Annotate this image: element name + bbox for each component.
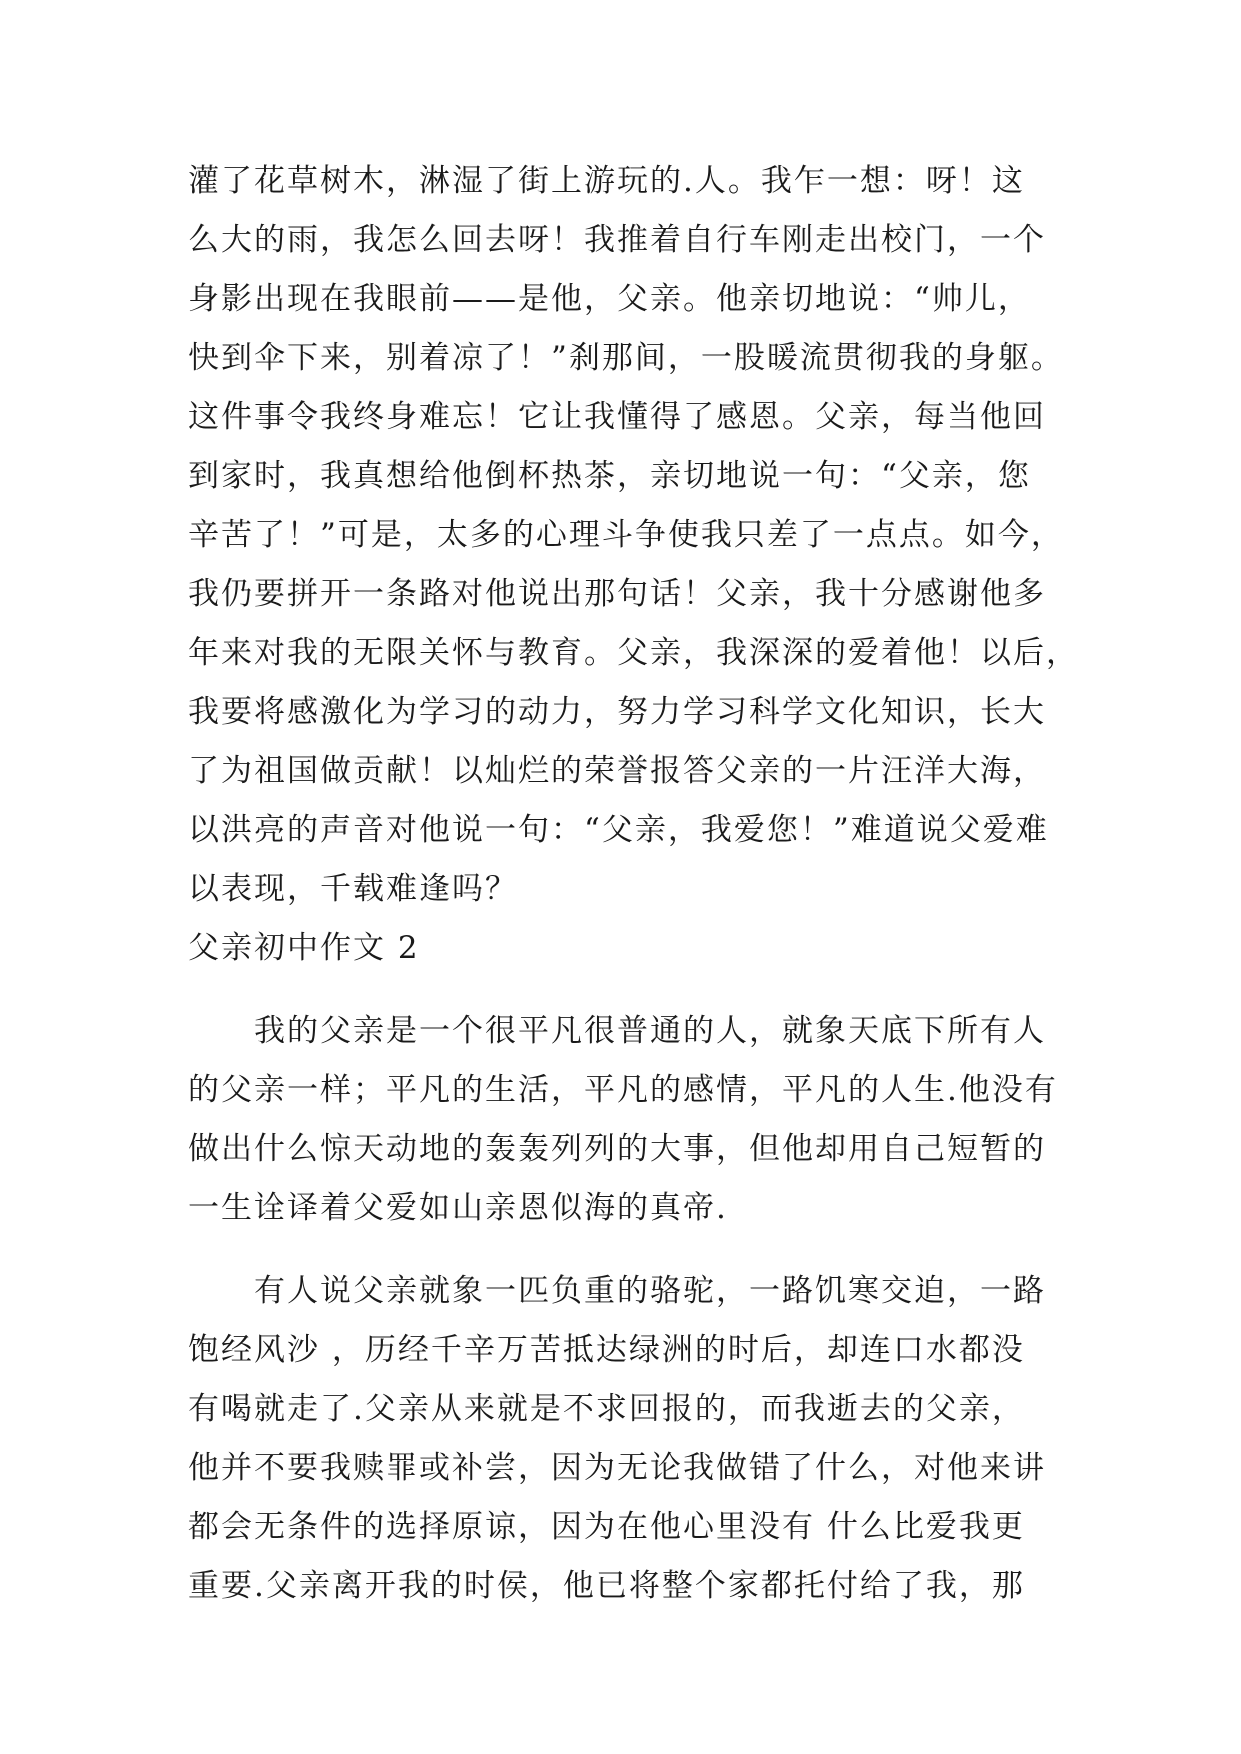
text-line: 都会无条件的选择原谅，因为在他心里没有 什么比爱我更 [188, 1509, 1025, 1545]
text-line: 饱经风沙 ，历经千辛万苦抵达绿洲的时后，却连口水都没 [188, 1332, 1025, 1368]
paragraph-spacer [188, 978, 1068, 1002]
paragraph-two [188, 1262, 1068, 1616]
text-line: 重要.父亲离开我的时侯，他已将整个家都托付给了我，那 [188, 1568, 1025, 1604]
text-line: 身影出现在我眼前——是他，父亲。他亲切地说：“帅儿， [188, 281, 1031, 317]
text-line: 我仍要拼开一条路对他说出那句话！父亲，我十分感谢他多 [188, 576, 1046, 612]
text-line: 我的父亲是一个很平凡很普通的人，就象天底下所有人 [254, 1013, 1046, 1049]
text-line: 有喝就走了.父亲从来就是不求回报的，而我逝去的父亲， [188, 1391, 1025, 1427]
text-line: 这件事令我终身难忘！它让我懂得了感恩。父亲，每当他回 [188, 399, 1046, 435]
text-line: 我要将感激化为学习的动力，努力学习科学文化知识，长大 [188, 694, 1046, 730]
text-line: 快到伞下来，别着凉了！”刹那间，一股暖流贯彻我的身躯。 [188, 340, 1064, 376]
text-line: 灌了花草树木，淋湿了街上游玩的.人。我乍一想：呀！这 [188, 163, 1025, 199]
text-line: 年来对我的无限关怀与教育。父亲，我深深的爱着他！以后， [188, 635, 1079, 671]
text-line: 以表现，千载难逢吗？ [188, 871, 518, 907]
paragraph-one [188, 1002, 1068, 1238]
text-line: 辛苦了！”可是，太多的心理斗争使我只差了一点点。如今， [188, 517, 1064, 553]
text-line: 他并不要我赎罪或补尝，因为无论我做错了什么，对他来讲 [188, 1450, 1046, 1486]
text-line: 么大的雨，我怎么回去呀！我推着自行车刚走出校门，一个 [188, 222, 1046, 258]
section-title: 父亲初中作文 2 [188, 930, 420, 966]
text-line: 有人说父亲就象一匹负重的骆驼，一路饥寒交迫，一路 [254, 1273, 1046, 1309]
text-line: 的父亲一样；平凡的生活，平凡的感情，平凡的人生.他没有 [188, 1072, 1058, 1108]
text-line: 以洪亮的声音对他说一句：“父亲，我爱您！”难道说父爱难 [188, 812, 1049, 848]
text-line: 一生诠译着父爱如山亲恩似海的真帝. [188, 1190, 728, 1226]
paragraph-spacer [188, 1238, 1068, 1262]
text-line: 了为祖国做贡献！以灿烂的荣誉报答父亲的一片汪洋大海， [188, 753, 1046, 789]
text-line: 到家时，我真想给他倒杯热茶，亲切地说一句：“父亲，您 [188, 458, 1031, 494]
continuation-paragraph [188, 152, 1079, 1616]
text-line: 做出什么惊天动地的轰轰列列的大事，但他却用自己短暂的 [188, 1131, 1046, 1167]
